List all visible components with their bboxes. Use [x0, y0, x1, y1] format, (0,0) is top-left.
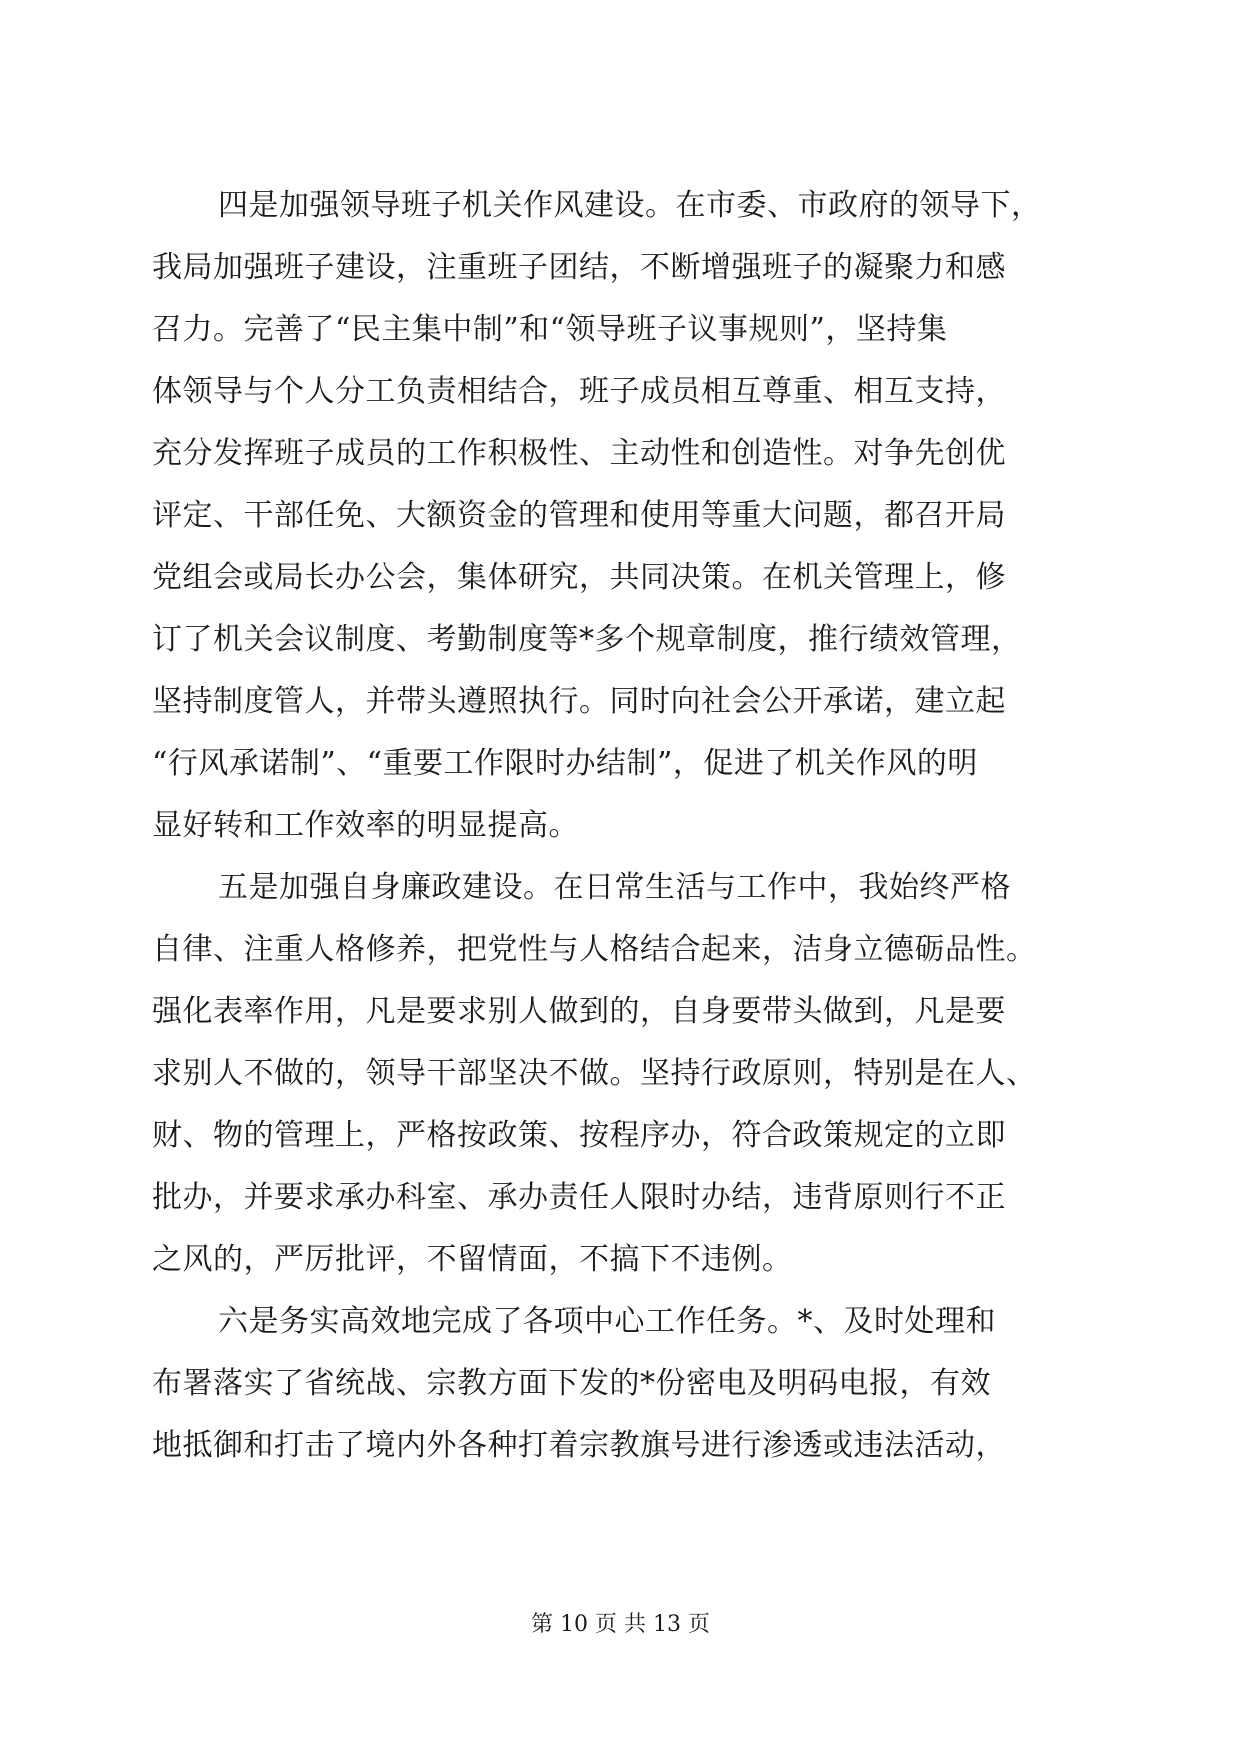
paragraph-2-line-1: 五是加强自身廉政建设。在日常生活与工作中，我始终严格: [218, 870, 1011, 905]
paragraph-3-line-1: 六是务实高效地完成了各项中心工作任务。*、及时处理和: [218, 1304, 996, 1339]
paragraph-1-line-11: 显好转和工作效率的明显提高。: [152, 808, 579, 843]
page-number-footer: 第 10 页 共 13 页: [531, 1612, 710, 1637]
paragraph-1-line-5: 充分发挥班子成员的工作积极性、主动性和创造性。对争先创优: [152, 436, 1006, 471]
paragraph-1-line-6: 评定、干部任免、大额资金的管理和使用等重大问题，都召开局: [152, 498, 1006, 533]
paragraph-2-line-4: 求别人不做的，领导干部坚决不做。坚持行政原则，特别是在人、: [152, 1056, 1037, 1091]
paragraph-2-line-3: 强化表率作用，凡是要求别人做到的，自身要带头做到，凡是要: [152, 994, 1006, 1029]
paragraph-2-line-2: 自律、注重人格修养，把党性与人格结合起来，洁身立德砺品性。: [152, 932, 1037, 967]
paragraph-3-line-3: 地抵御和打击了境内外各种打着宗教旗号进行渗透或违法活动，: [152, 1428, 1006, 1463]
paragraph-2-line-6: 批办，并要求承办科室、承办责任人限时办结，违背原则行不正: [152, 1180, 1006, 1215]
paragraph-1-line-2: 我局加强班子建设，注重班子团结，不断增强班子的凝聚力和感: [152, 250, 1006, 285]
paragraph-1-line-9: 坚持制度管人，并带头遵照执行。同时向社会公开承诺，建立起: [152, 684, 1006, 719]
paragraph-1-line-7: 党组会或局长办公会，集体研究，共同决策。在机关管理上，修: [152, 560, 1006, 595]
paragraph-2-line-7: 之风的，严厉批评，不留情面，不搞下不违例。: [152, 1242, 793, 1277]
paragraph-1-line-1: 四是加强领导班子机关作风建设。在市委、市政府的领导下，: [218, 188, 1042, 223]
paragraph-1-line-3: 召力。完善了“民主集中制”和“领导班子议事规则”，坚持集: [152, 312, 948, 347]
paragraph-3-line-2: 布署落实了省统战、宗教方面下发的*份密电及明码电报，有效: [152, 1366, 991, 1401]
paragraph-1-line-4: 体领导与个人分工负责相结合，班子成员相互尊重、相互支持，: [152, 374, 1006, 409]
paragraph-1-line-10: “行风承诺制”、“重要工作限时办结制”，促进了机关作风的明: [152, 746, 978, 781]
paragraph-2-line-5: 财、物的管理上，严格按政策、按程序办，符合政策规定的立即: [152, 1118, 1006, 1153]
paragraph-1-line-8: 订了机关会议制度、考勤制度等*多个规章制度，推行绩效管理，: [152, 622, 1022, 657]
